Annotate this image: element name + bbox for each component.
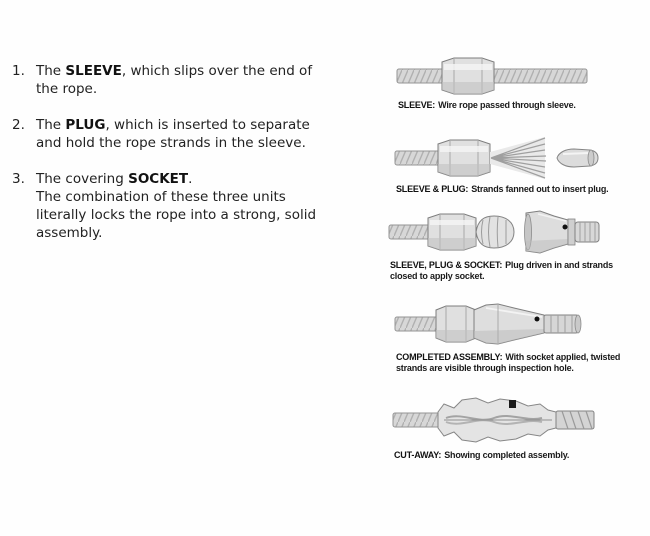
wire-rope-graphic [389,225,433,239]
instruction-list [12,62,338,260]
cut-section-mark [509,400,516,408]
threaded-stub-graphic [544,315,581,333]
sleeve-plug-socket-icon [388,208,616,256]
caption-term: SLEEVE & PLUG: [396,184,469,194]
socket-graphic [525,211,600,253]
caption-text: Plug driven in and strands closed to apply socket. [390,260,613,281]
applied-socket-graphic [474,304,544,344]
sleeve-fanned-strands-plug-icon [394,136,599,180]
caption-term: SLEEVE: [398,100,436,110]
term-socket: SOCKET [128,171,189,187]
instruction-item-plug [12,116,338,152]
threaded-stub-graphic [556,411,594,429]
figure-sleeve [396,56,648,111]
wire-rope-with-sleeve-icon [396,56,588,96]
item-text: The SLEEVE, which slips over the end of the rope. [36,63,313,97]
figure-caption [394,352,646,373]
figure-completed-assembly [394,300,646,373]
cut-away-shell-graphic [438,398,556,442]
instruction-item-socket [12,170,338,242]
closed-strands-bulb-graphic [476,216,514,248]
inspection-hole [535,317,540,322]
instruction-item-sleeve [12,62,338,98]
sleeve-graphic [442,58,494,94]
figure-caption [396,100,648,111]
figure-sleeve-and-plug [394,136,646,195]
item-number: 1. [12,63,25,79]
figure-caption [392,450,644,461]
term-sleeve: SLEEVE [65,63,122,79]
figure-cut-away [392,394,644,461]
item-number: 3. [12,171,25,187]
figure-caption [394,184,646,195]
caption-text: With socket applied, twisted strands are visible through inspection hole. [396,352,621,373]
fanned-strands-graphic [490,137,546,179]
sleeve-graphic [428,214,476,250]
sleeve-graphic [438,140,490,176]
wire-rope-graphic [395,317,441,331]
figure-sleeve-plug-socket [388,208,640,281]
item-text: The covering SOCKET. The combination of these three units literally locks the rope into a strong, solid assembly. [36,170,338,242]
caption-text: Wire rope passed through sleeve. [438,100,576,110]
item-number: 2. [12,117,25,133]
plug-graphic [557,149,598,167]
caption-term: CUT-AWAY: [394,450,442,460]
inspection-hole [563,225,568,230]
caption-text: Showing completed assembly. [444,450,570,460]
wire-rope-graphic [395,151,443,165]
wire-rope-graphic [393,413,445,427]
term-plug: PLUG [65,117,106,133]
cut-away-icon [392,394,597,446]
figure-caption [388,260,640,281]
item-extra-text: The combination of these three units literally locks the rope into a strong, solid assembly. [36,189,317,241]
item-text: The PLUG, which is inserted to separate and hold the rope strands in the sleeve. [36,117,310,151]
caption-term: COMPLETED ASSEMBLY: [396,352,503,362]
completed-assembly-icon [394,300,594,348]
caption-text: Strands fanned out to insert plug. [471,184,609,194]
sleeve-graphic [436,306,476,342]
caption-term: SLEEVE, PLUG & SOCKET: [390,260,503,270]
